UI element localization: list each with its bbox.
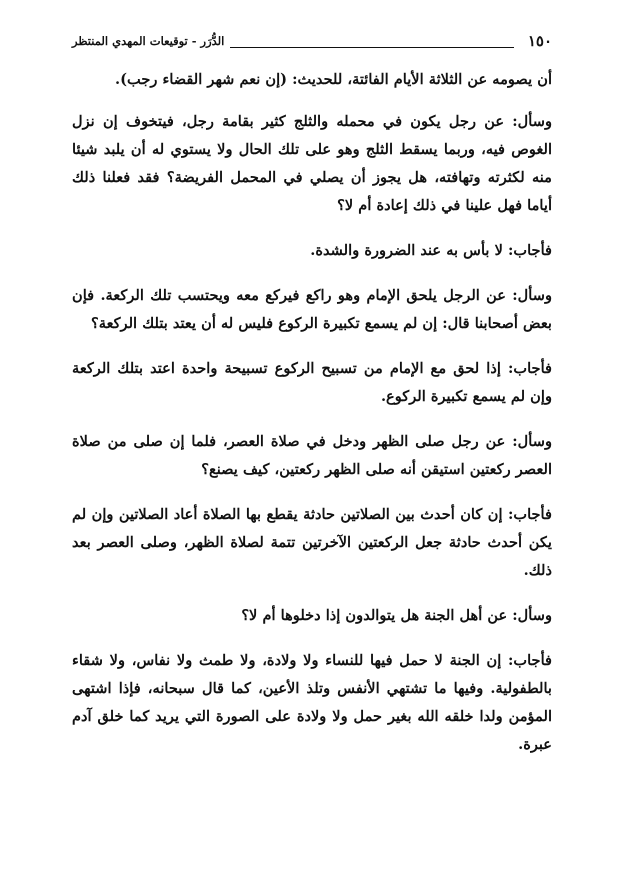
paragraph: وسأل: عن أهل الجنة هل يتوالدون إذا دخلوها أم لا؟ bbox=[241, 607, 552, 624]
paragraph: فأجاب: إن كان أحدث بين الصلاتين حادثة يقطع بها الصلاة أعاد الصلاتين وإن لم يكن أحدث حادثة جعل الركعتين الآخرتين تتمة لصلاة الظهر، وصلى العصر بعد ذلك. bbox=[72, 506, 552, 579]
paragraph: وسأل: عن رجل يكون في محمله والثلج كثير بقامة رجل، فيتخوف إن نزل الغوص فيه، وربما يسقط الثلج وهو على تلك الحال ولا يستوي له أن يلبد شيئا منه لكثرته وتهافته، هل يجوز أن يصلي في المحمل الفريضة؟ فقد فعلنا ذلك أياما فهل علينا في ذلك إعادة أم لا؟ bbox=[72, 113, 552, 214]
running-title: الدُّرَر - توقيعات المهدي المنتظر bbox=[72, 34, 225, 48]
page-number: ١٥٠ bbox=[527, 32, 552, 50]
document-page bbox=[72, 30, 552, 850]
page-body bbox=[72, 66, 552, 759]
paragraph: فأجاب: لا بأس به عند الضرورة والشدة. bbox=[310, 242, 552, 259]
paragraph: فأجاب: إن الجنة لا حمل فيها للنساء ولا ولادة، ولا طمث ولا نفاس، ولا شقاء بالطفولية. وفيها ما تشتهي الأنفس وتلذ الأعين، كما قال سبحانه، فإذا اشتهى المؤمن ولدا خلقه الله بغير حمل ولا ولادة على الصورة التي يريد كما خلق آدم عبرة. bbox=[72, 652, 552, 753]
paragraph: وسأل: عن الرجل يلحق الإمام وهو راكع فيركع معه ويحتسب تلك الركعة. فإن بعض أصحابنا قال: إن لم يسمع تكبيرة الركوع فليس له أن يعتد بتلك الركعة؟ bbox=[72, 287, 552, 332]
paragraph: فأجاب: إذا لحق مع الإمام من تسبيح الركوع تسبيحة واحدة اعتد بتلك الركعة وإن لم يسمع تكبيرة الركوع. bbox=[72, 360, 552, 405]
paragraph: أن يصومه عن الثلاثة الأيام الفائتة، للحديث: (إن نعم شهر القضاء رجب). bbox=[115, 71, 552, 88]
paragraph: وسأل: عن رجل صلى الظهر ودخل في صلاة العصر، فلما إن صلى من صلاة العصر ركعتين استيقن أنه صلى الظهر ركعتين، كيف يصنع؟ bbox=[72, 433, 552, 478]
header-rule bbox=[230, 47, 513, 48]
page-header bbox=[72, 30, 552, 52]
